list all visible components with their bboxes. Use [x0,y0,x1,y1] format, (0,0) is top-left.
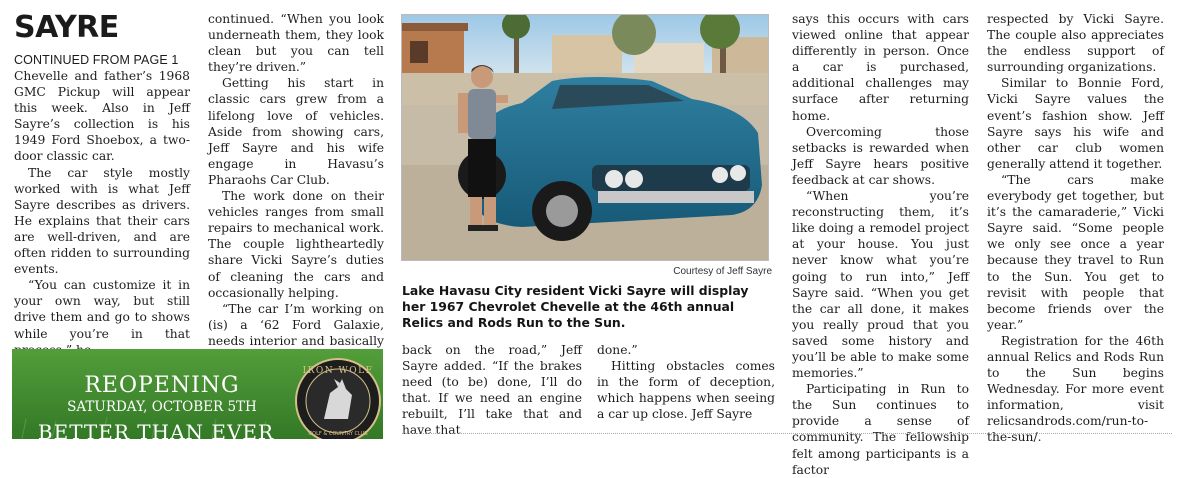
paragraph: respected by Vicki Sayre. The couple also appreciates the endless support of surrounding organizations. [987,12,1164,75]
paragraph: “When you’re reconstructing them, it’s like doing a remodel project at your house. You just never know what you’re going to run into,” Jeff Sayre said. “When you get the car all done, it makes you really proud that you saved some history and you’ll be able to make some memories.” [792,189,969,381]
photo-credit: Courtesy of Jeff Sayre [673,266,772,277]
paragraph: Overcoming those setbacks is rewarded when Jeff Sayre hears positive feedback at car shows. [792,124,969,187]
paragraph: The work done on their vehicles ranges from small repairs to mechanical work. The couple lightheartedly share Vicki Sayre’s duties of cleaning the cars and occasionally helping. [208,189,384,300]
paragraph: Chevelle and father’s 1968 GMC Pickup will appear this week. Also in Jeff Sayre’s collection is his 1949 Ford Shoebox, a two-door classic car. [14,69,190,164]
article-column-6 [987,11,1164,446]
article-column-3 [402,342,582,439]
iron-wolf-logo [296,359,380,439]
logo-text: IRON WOLF [302,366,374,376]
ad-headline: REOPENING [84,373,240,398]
paragraph: back on the road,” Jeff Sayre added. “If the brakes need (to be) done, I’ll do that. If we need an engine rebuilt, I’ll take that and have that [402,343,582,438]
paragraph: “The cars make everybody get together, but it’s the camaraderie,” Vicki Sayre said. “Some people we only see once a year because they travel to Run to the Sun. You get to revisit with people that become friends over the year.” [987,172,1164,332]
paragraph: The car style mostly worked with is what Jeff Sayre describes as drivers. He explains that their cars are well-driven, and are often ridden to surrounding events. [14,165,190,277]
paragraph: Similar to Bonnie Ford, Vicki Sayre values the event’s fashion show. Jeff Sayre says his wife and other car club women generally attend it together. [987,76,1164,171]
article-headline: SAYRE [14,10,119,45]
paragraph: says this occurs with cars viewed online that appear differently in person. Once a car is purchased, additional challenges may surface after returning home. [792,12,969,123]
paragraph: Getting his start in classic cars grew from a lifelong love of vehicles. Aside from showing cars, Jeff Sayre and his wife engage in Havasu’s Pharaohs Car Club. [208,76,384,187]
paragraph: Hitting obstacles comes in the form of deception, which happens when seeing a car up close. Jeff Sayre [597,359,775,422]
photo-caption: Lake Havasu City resident Vicki Sayre will display her 1967 Chevrolet Chevelle at the 46th annual Relics and Rods Run to the Sun. [402,283,749,330]
paragraph: done.” [597,343,638,357]
article-photo [401,14,769,261]
article-column-4 [597,342,775,422]
article-column-1 [14,0,190,358]
paragraph: “You can customize it in your own way, but still drive them and go to shows while you’re in that [14,278,190,341]
logo-subtext: GOLF & COUNTRY CLUB [308,431,368,437]
paragraph: “The car I’m working on (is) a ‘62 Ford Galaxie, needs interior and basically [208,301,384,348]
paragraph: continued. “When you look underneath them, they look clean but you can tell they’re driven.” [208,12,384,75]
article-column-5 [792,11,969,478]
paragraph: Registration for the 46th annual Relics and Rods Run to the Sun begins Wednesday. For more event information, visit relicsandrods.com/run-to-the-sun/. [987,333,1164,445]
paragraph: Participating in Run to the Sun continues to provide a sense of community. The fellowship felt among participants is a factor [792,382,969,477]
reopening-advertisement[interactable] [12,349,383,439]
section-divider [402,433,1172,434]
continued-from-label: CONTINUED FROM PAGE 1 [14,53,179,67]
ad-date: SATURDAY, OCTOBER 5TH [67,399,257,415]
ad-tagline: BETTER THAN EVER [37,420,275,439]
article-column-2 [208,11,384,365]
